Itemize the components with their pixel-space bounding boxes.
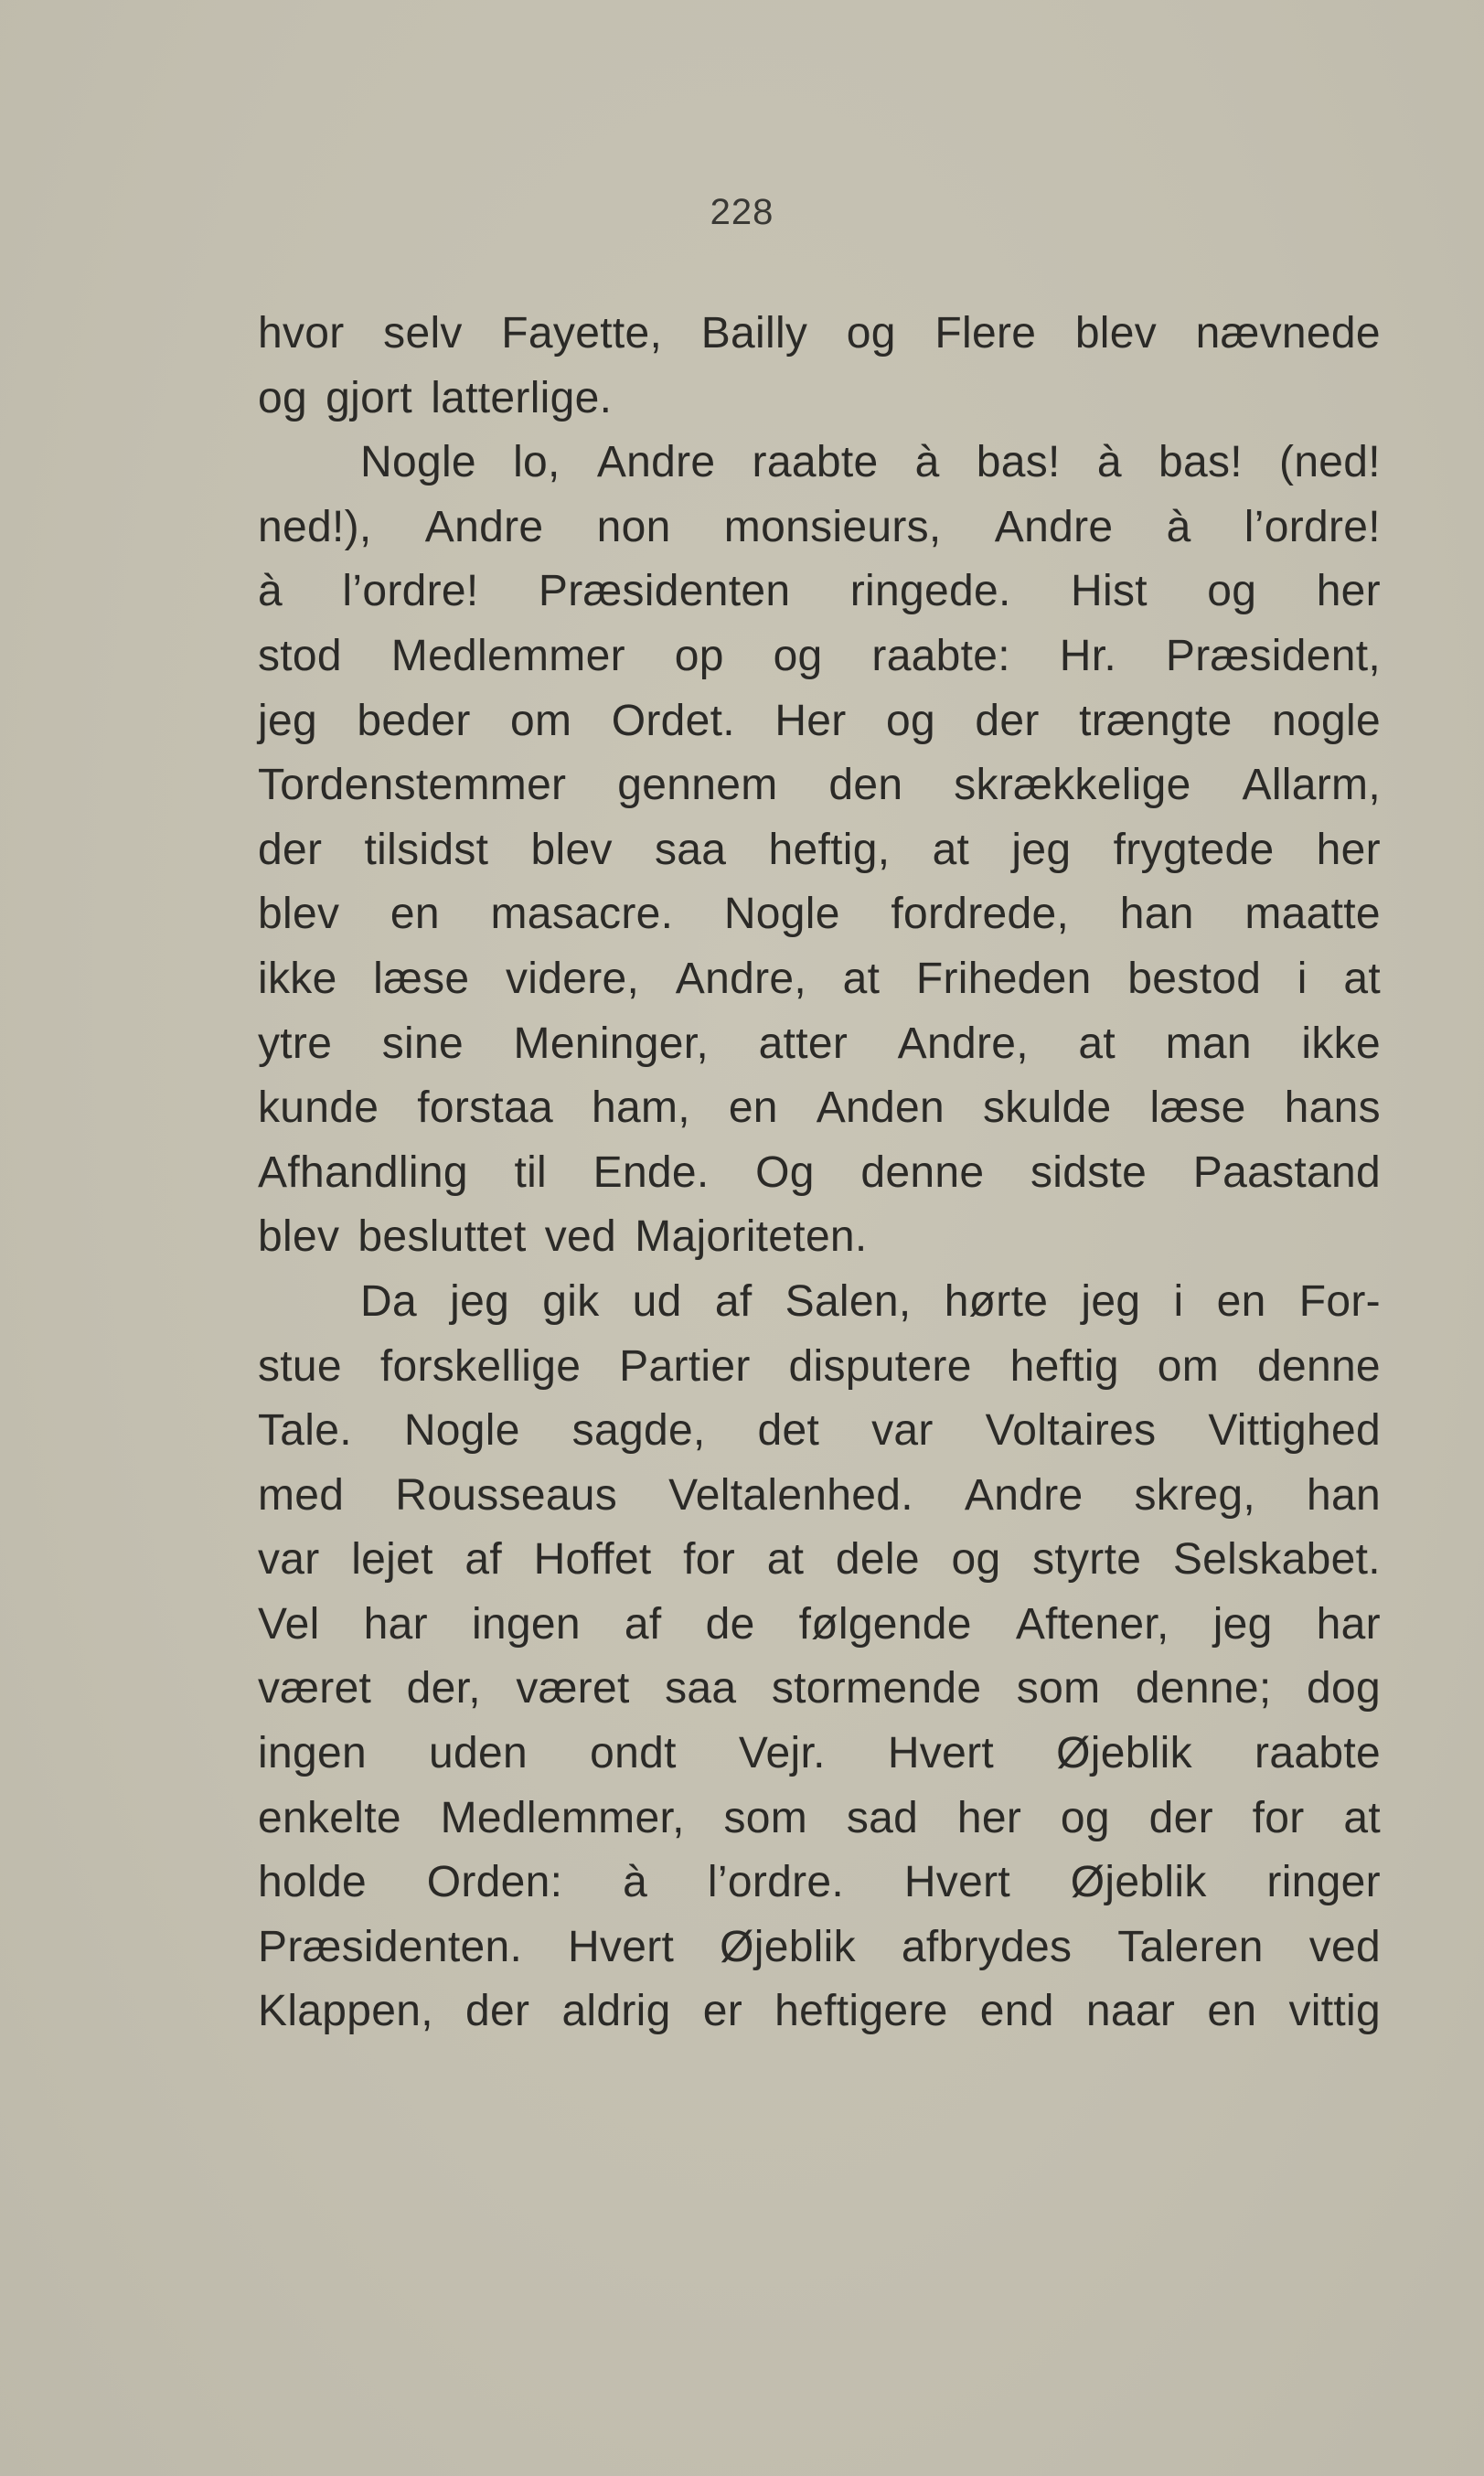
text-line: var lejet af Hoffet for at dele og styrte Selskabet. [258,1535,1381,1585]
page-number: 228 [710,192,774,232]
text-line: blev besluttet ved Majoriteten. [258,1212,868,1262]
text-line: Tordenstemmer gennem den skrækkelige Allarm, [258,761,1381,810]
text-line: Da jeg gik ud af Salen, hørte jeg i en For- [360,1276,1381,1326]
text-line: stod Medlemmer op og raabte: Hr. Præsident, [258,631,1381,680]
text-line: Afhandling til Ende. Og denne sidste Paastand [258,1147,1381,1197]
body-text [258,302,1381,2044]
text-line: Tale. Nogle sagde, det var Voltaires Vittighed [258,1406,1381,1456]
text-line: à l’ordre! Præsidenten ringede. Hist og her [258,567,1381,616]
text-line: med Rousseaus Veltalenhed. Andre skreg, han [258,1470,1381,1520]
text-line: Nogle lo, Andre raabte à bas! à bas! (ned! [360,438,1381,487]
text-line: Præsidenten. Hvert Øjeblik afbrydes Taleren ved [258,1922,1381,1971]
text-line: hvor selv Fayette, Bailly og Flere blev nævnede [258,309,1381,358]
text-line: Klappen, der aldrig er heftigere end naar en vittig [258,1987,1381,2036]
text-line: Vel har ingen af de følgende Aftener, jeg har [258,1599,1381,1649]
text-line: jeg beder om Ordet. Her og der trængte nogle [258,696,1381,745]
text-line: ned!), Andre non monsieurs, Andre à l’ordre! [258,502,1381,551]
text-line: enkelte Medlemmer, som sad her og der for at [258,1793,1381,1842]
text-line: blev en masacre. Nogle fordrede, han maatte [258,890,1381,939]
text-line: været der, været saa stormende som denne; dog [258,1664,1381,1713]
text-line: stue forskellige Partier disputere heftig om denne [258,1341,1381,1391]
text-line: ikke læse videre, Andre, at Friheden bestod i at [258,954,1381,1003]
text-line: og gjort latterlige. [258,373,613,422]
text-line: ytre sine Meninger, atter Andre, at man ikke [258,1019,1381,1068]
text-line: holde Orden: à l’ordre. Hvert Øjeblik ringer [258,1858,1381,1907]
text-line: der tilsidst blev saa heftig, at jeg frygtede her [258,825,1381,874]
text-line: kunde forstaa ham, en Anden skulde læse hans [258,1083,1381,1133]
text-line: ingen uden ondt Vejr. Hvert Øjeblik raabte [258,1729,1381,1778]
